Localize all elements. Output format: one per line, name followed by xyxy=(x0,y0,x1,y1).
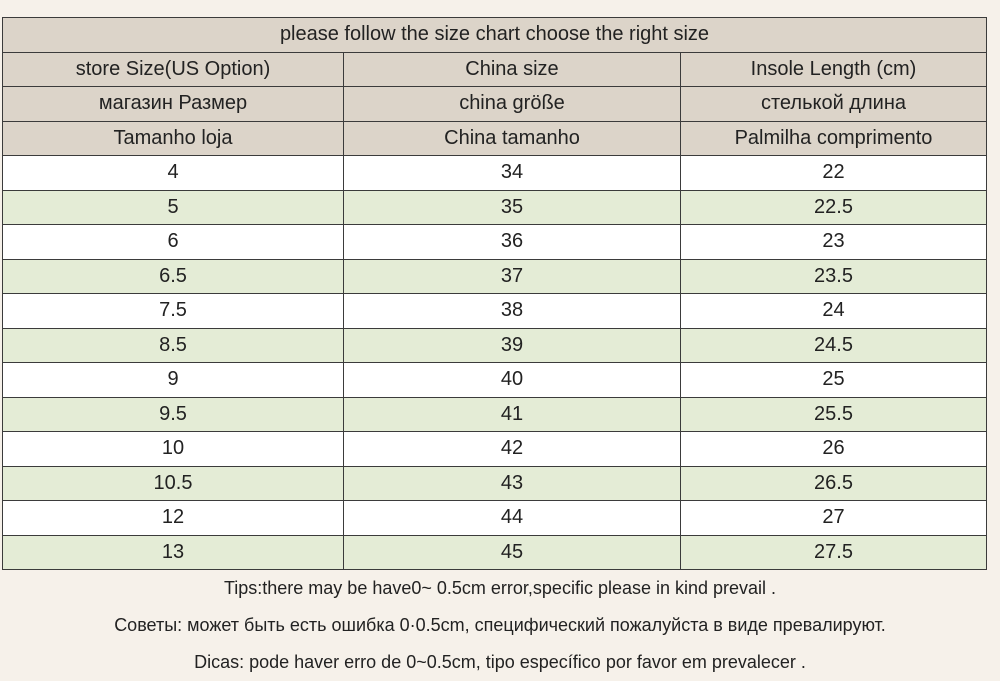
table-cell: 5 xyxy=(3,190,344,225)
table-cell: 9.5 xyxy=(3,397,344,432)
table-cell: 25 xyxy=(681,363,987,398)
header-cell: стелькой длина xyxy=(681,87,987,122)
header-row-pt xyxy=(3,121,987,156)
table-cell: 24.5 xyxy=(681,328,987,363)
table-cell: 4 xyxy=(3,156,344,191)
table-cell: 22.5 xyxy=(681,190,987,225)
table-cell: 45 xyxy=(344,535,681,570)
table-cell: 12 xyxy=(3,501,344,536)
table-cell: 23.5 xyxy=(681,259,987,294)
table-row xyxy=(3,501,987,536)
tips-block xyxy=(0,570,1000,681)
table-cell: 41 xyxy=(344,397,681,432)
tip-portuguese: Dicas: pode haver erro de 0~0.5cm, tipo específico por favor em prevalecer . xyxy=(194,652,806,672)
table-row xyxy=(3,432,987,467)
table-row xyxy=(3,156,987,191)
table-cell: 24 xyxy=(681,294,987,329)
table-row xyxy=(3,190,987,225)
table-cell: 8.5 xyxy=(3,328,344,363)
table-cell: 36 xyxy=(344,225,681,260)
table-row xyxy=(3,225,987,260)
table-cell: 27 xyxy=(681,501,987,536)
table-cell: 9 xyxy=(3,363,344,398)
table-cell: 43 xyxy=(344,466,681,501)
table-cell: 42 xyxy=(344,432,681,467)
table-cell: 25.5 xyxy=(681,397,987,432)
table-title: please follow the size chart choose the right size xyxy=(3,18,987,53)
header-cell: China size xyxy=(344,52,681,87)
tip-russian: Советы: может быть есть ошибка 0·0.5cm, специфический пожалуйста в виде превалируют. xyxy=(114,615,886,635)
table-cell: 38 xyxy=(344,294,681,329)
table-cell: 44 xyxy=(344,501,681,536)
table-row xyxy=(3,259,987,294)
table-cell: 39 xyxy=(344,328,681,363)
table-cell: 22 xyxy=(681,156,987,191)
header-row-ru xyxy=(3,87,987,122)
tip-english: Tips:there may be have0~ 0.5cm error,specific please in kind prevail . xyxy=(223,578,777,598)
table-row xyxy=(3,294,987,329)
header-cell: china größe xyxy=(344,87,681,122)
table-row xyxy=(3,397,987,432)
table-cell: 26 xyxy=(681,432,987,467)
table-cell: 34 xyxy=(344,156,681,191)
table-cell: 23 xyxy=(681,225,987,260)
table-cell: 40 xyxy=(344,363,681,398)
table-cell: 7.5 xyxy=(3,294,344,329)
table-cell: 10.5 xyxy=(3,466,344,501)
table-row xyxy=(3,466,987,501)
table-cell: 35 xyxy=(344,190,681,225)
table-cell: 10 xyxy=(3,432,344,467)
header-cell: Palmilha comprimento xyxy=(681,121,987,156)
table-cell: 26.5 xyxy=(681,466,987,501)
header-cell: Tamanho loja xyxy=(3,121,344,156)
table-cell: 37 xyxy=(344,259,681,294)
header-cell: store Size(US Option) xyxy=(3,52,344,87)
table-cell: 13 xyxy=(3,535,344,570)
table-row xyxy=(3,328,987,363)
table-row xyxy=(3,363,987,398)
table-row xyxy=(3,535,987,570)
size-chart-table xyxy=(2,17,987,570)
table-title-row xyxy=(3,18,987,53)
header-row-en xyxy=(3,52,987,87)
table-cell: 6 xyxy=(3,225,344,260)
header-cell: Insole Length (cm) xyxy=(681,52,987,87)
header-cell: China tamanho xyxy=(344,121,681,156)
table-cell: 27.5 xyxy=(681,535,987,570)
header-cell: магазин Размер xyxy=(3,87,344,122)
table-cell: 6.5 xyxy=(3,259,344,294)
